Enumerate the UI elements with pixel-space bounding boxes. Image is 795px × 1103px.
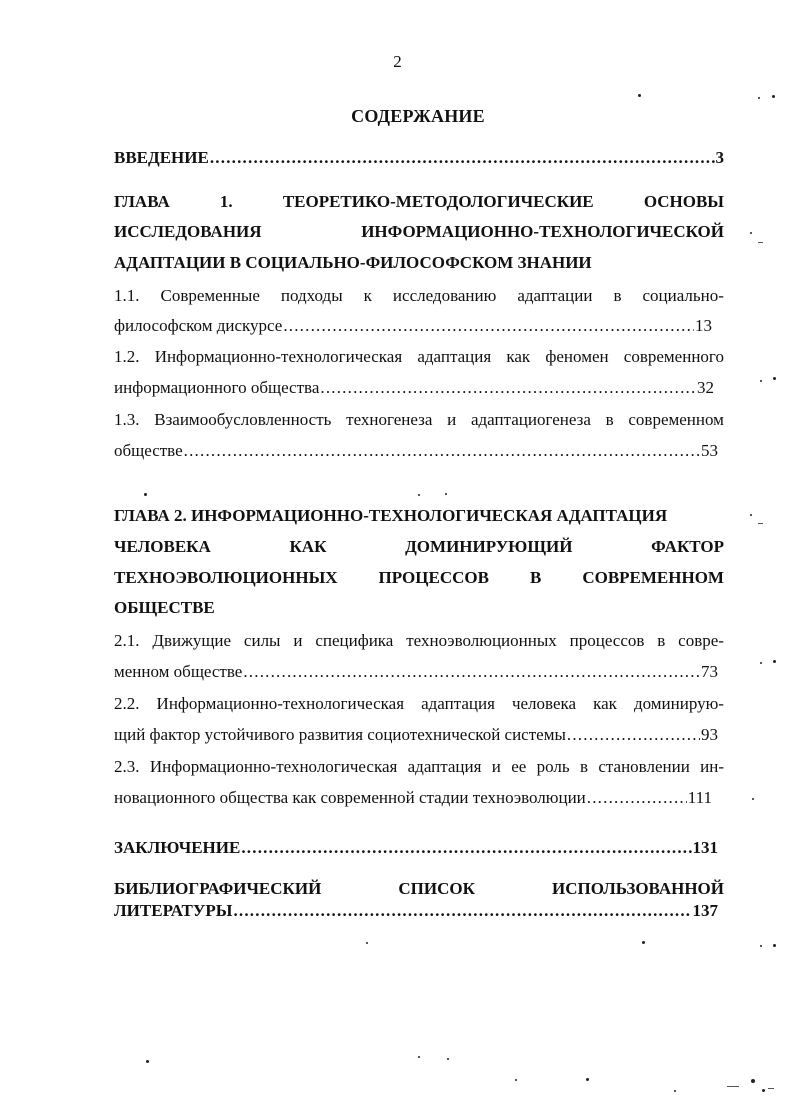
toc-entry-page: 111 [687, 788, 712, 807]
toc-entry-label: ЗАКЛЮЧЕНИЕ [114, 838, 241, 857]
toc-entry-page: 32 [697, 378, 714, 397]
toc-entry-page: 93 [701, 725, 718, 744]
page-number: 2 [393, 52, 402, 71]
dot-leader [567, 723, 700, 747]
toc-entry-conclusion[interactable] [114, 836, 718, 860]
dot-leader [283, 314, 694, 338]
dot-leader [587, 786, 687, 810]
toc-entry-page: 53 [701, 441, 718, 460]
dot-leader [184, 439, 700, 463]
heading-line: АДАПТАЦИИ В СОЦИАЛЬНО-ФИЛОСОФСКОМ ЗНАНИИ [114, 253, 592, 272]
heading-line: ГЛАВА 1. ТЕОРЕТИКО-МЕТОДОЛОГИЧЕСКИЕ ОСНОВЫ [114, 192, 724, 211]
toc-entry-introduction[interactable] [114, 146, 724, 170]
heading-line: ГЛАВА 2. ИНФОРМАЦИОННО-ТЕХНОЛОГИЧЕСКАЯ АДАПТАЦИЯ [114, 506, 668, 525]
dot-leader [320, 376, 696, 400]
toc-title: СОДЕРЖАНИЕ [351, 106, 485, 126]
toc-entry-label: ВВЕДЕНИЕ [114, 148, 209, 167]
toc-entry-page: 3 [715, 148, 724, 167]
dot-leader [233, 899, 691, 923]
toc-entry-page: 137 [692, 901, 718, 920]
dot-leader [210, 146, 715, 170]
heading-line: ОБЩЕСТВЕ [114, 598, 215, 617]
heading-line: ЧЕЛОВЕКА КАК ДОМИНИРУЮЩИЙ ФАКТОР [114, 537, 724, 556]
toc-entry-page: 131 [692, 838, 718, 857]
dot-leader [243, 660, 700, 684]
toc-entry-page: 13 [695, 316, 712, 335]
dot-leader [241, 836, 691, 860]
heading-line: ТЕХНОЭВОЛЮЦИОННЫХ ПРОЦЕССОВ В СОВРЕМЕННОМ [114, 568, 724, 587]
toc-entry-page: 73 [701, 662, 718, 681]
heading-line: ИССЛЕДОВАНИЯ ИНФОРМАЦИОННО-ТЕХНОЛОГИЧЕСКОЙ [114, 222, 724, 241]
